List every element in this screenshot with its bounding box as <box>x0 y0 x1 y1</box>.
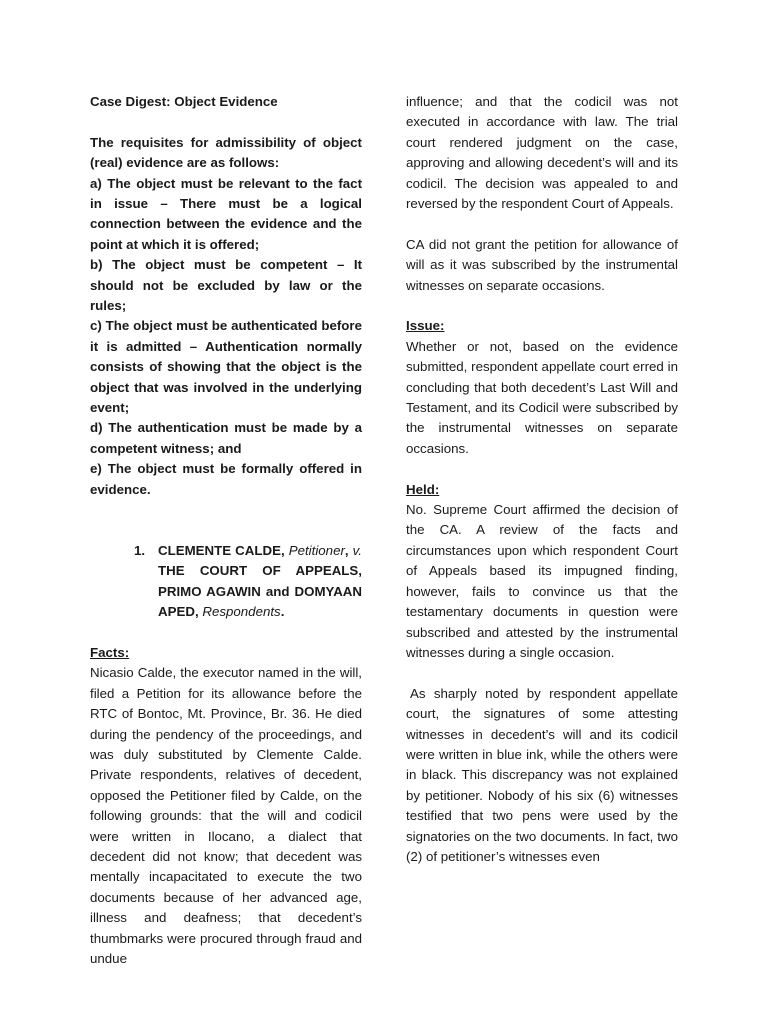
facts-text: Nicasio Calde, the executor named in the will, filed a Petition for its allowance before the RTC of Bontoc, Mt. Province, Br. 36. He died during the pendency of the proceedings, and was duly substituted by Clemente Calde. Private respondents, relatives of decedent, opposed the Petitioner filed by Calde, on the following grounds: that the will and codicil were written in Ilocano, a dialect that decedent did not know; that decedent was mentally incapacitated to execute the two documents because of her advanced age, illness and deafness; that decedent’s thumbmarks were procured through fraud and undue <box>90 665 362 966</box>
document-title: Case Digest: Object Evidence <box>90 94 278 109</box>
petitioner-name: CLEMENTE CALDE, <box>158 542 285 558</box>
held-heading: Held: <box>406 481 440 497</box>
case-number: 1. <box>134 542 146 558</box>
issue-text: Whether or not, based on the evidence submitted, respondent appellate court erred in concluding that both decedent’s Last Will and Testament, and its Codicil were subscribed by the instrumental witnesses on separate occasions. <box>406 338 678 456</box>
respondents-name: THE COURT OF APPEALS, PRIMO AGAWIN and DOMYAAN APED, <box>158 563 362 620</box>
petitioner-role: Petitioner <box>288 542 345 558</box>
left-column <box>90 92 362 969</box>
held-text-2: As sharply noted by respondent appellate court, the signatures of some attesting witnesses in decedent’s will and its codicil were written in blue ink, while the others were in black. This discrepancy was not explained by petitioner. Nobody of his six (6) witnesses testified that two pens were used by the signatories on the two documents. In fact, two (2) of petitioner’s witnesses even <box>406 685 678 864</box>
case-title: CLEMENTE CALDE, Petitioner, v. THE COURT OF APPEALS, PRIMO AGAWIN and DOMYAAN APED, Respondents. <box>158 542 362 620</box>
held-text: No. Supreme Court affirmed the decision of the CA. A review of the facts and circumstances upon which respondent Court of Appeals based its impugned finding, however, fails to convince us that the testamentary documents in question were subscribed and attested by the instrumental witnesses during a single occasion. <box>406 502 678 660</box>
facts-continued: influence; and that the codicil was not executed in accordance with law. The trial court rendered judgment on the case, approving and allowing decedent’s will and its codicil. The decision was appealed to and reversed by the respondent Court of Appeals. <box>406 94 678 212</box>
requisite-b: b) The object must be competent – It should not be excluded by law or the rules; <box>90 257 362 314</box>
ca-paragraph: CA did not grant the petition for allowance of will as it was subscribed by the instrumental witnesses on separate occasions. <box>406 236 678 293</box>
requisite-a: a) The object must be relevant to the fact in issue – There must be a logical connection between the evidence and the point at which it is offered; <box>90 175 362 252</box>
requisite-e: e) The object must be formally offered in evidence. <box>90 461 362 497</box>
requisite-c: c) The object must be authenticated before it is admitted – Authentication normally consists of showing that the object is the object that was involved in the underlying event; <box>90 318 362 416</box>
facts-heading: Facts: <box>90 644 130 660</box>
versus: v. <box>352 542 362 558</box>
requisite-d: d) The authentication must be made by a competent witness; and <box>90 420 362 456</box>
case-caption <box>90 541 362 623</box>
right-column <box>406 92 678 867</box>
requisites-intro: The requisites for admissibility of object (real) evidence are as follows: <box>90 134 362 171</box>
respondents-role: Respondents <box>202 604 281 620</box>
issue-heading: Issue: <box>406 318 445 334</box>
